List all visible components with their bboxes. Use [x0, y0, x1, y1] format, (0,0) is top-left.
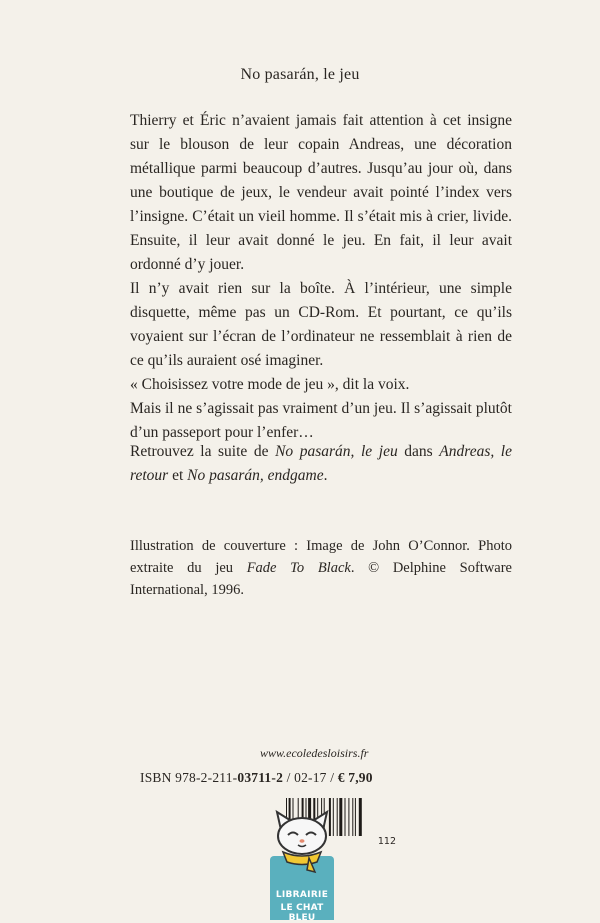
series-title-3: No pasarán, endgame: [187, 467, 324, 484]
series-title-2: Andreas, le retour: [130, 443, 512, 484]
barcode-bar: [355, 798, 356, 836]
series-title-1: No pasarán, le jeu: [275, 443, 398, 460]
barcode-bar: [352, 798, 353, 836]
barcode-digits-right: 112: [377, 836, 396, 847]
synopsis-paragraph-2: Il n’y avait rien sur la boîte. À l’intérieur, une simple disquette, même pas un CD-Rom. Et pourtant, ce qu’ils voyaient sur l’écran de l’ordinateur ne ressemblait à rien de ce qu’ils auraient osé imaginer.: [130, 280, 512, 369]
barcode-bar: [345, 798, 346, 836]
series-note: [130, 440, 512, 488]
isbn-prefix: ISBN 978-2-211-: [140, 770, 238, 785]
bookshop-label-line-2: LE CHAT BLEU: [280, 903, 324, 923]
series-note-connector-1: dans: [397, 443, 440, 460]
synopsis-paragraph-1: Thierry et Éric n’avaient jamais fait attention à cet insigne sur le blouson de leur copain Andreas, une décoration métallique parmi beaucoup d’autres. Jusqu’au jour où, dans une boutique de jeux, le vendeur avait pointé l’index vers l’insigne. C’était un vieil homme. Il s’était mis à crier, livide. Ensuite, il leur avait donné le jeu. En fait, il leur avait ordonné d’y jouer.: [130, 112, 512, 273]
barcode-bar: [348, 798, 349, 836]
bookshop-sticker: [265, 808, 339, 923]
isbn-line: [140, 770, 520, 786]
credits-text-2: . © Delphine Software International, 1996.: [130, 560, 512, 598]
back-cover-title: No pasarán, le jeu: [240, 66, 360, 83]
synopsis-paragraph-3: « Choisissez votre mode de jeu », dit la voix.: [130, 376, 410, 393]
publisher-website: www.ecoledesloisirs.fr: [260, 746, 369, 760]
isbn-bold-part: 03711-2: [237, 770, 284, 785]
synopsis: [130, 109, 512, 445]
barcode-bar: [359, 798, 362, 836]
series-note-connector-2: et: [168, 467, 188, 484]
isbn-suffix: / 02-17 /: [283, 770, 338, 785]
cat-mascot-icon: [269, 808, 335, 874]
synopsis-paragraph-4: Mais il ne s’agissait pas vraiment d’un jeu. Il s’agissait plutôt d’un passeport pour l’enfer…: [130, 400, 512, 441]
price: € 7,90: [337, 770, 373, 785]
bookshop-label-line-1: LIBRAIRIE: [275, 890, 329, 900]
series-note-suffix: .: [323, 467, 328, 484]
barcode-bar: [339, 798, 342, 836]
credits-game-title: Fade To Black: [246, 560, 351, 576]
credits-text-1: Illustration de couverture : Image de John O’Connor. Photo extraite du jeu: [130, 538, 512, 576]
series-note-prefix: Retrouvez la suite de: [130, 443, 276, 460]
cover-credits: [130, 535, 512, 601]
